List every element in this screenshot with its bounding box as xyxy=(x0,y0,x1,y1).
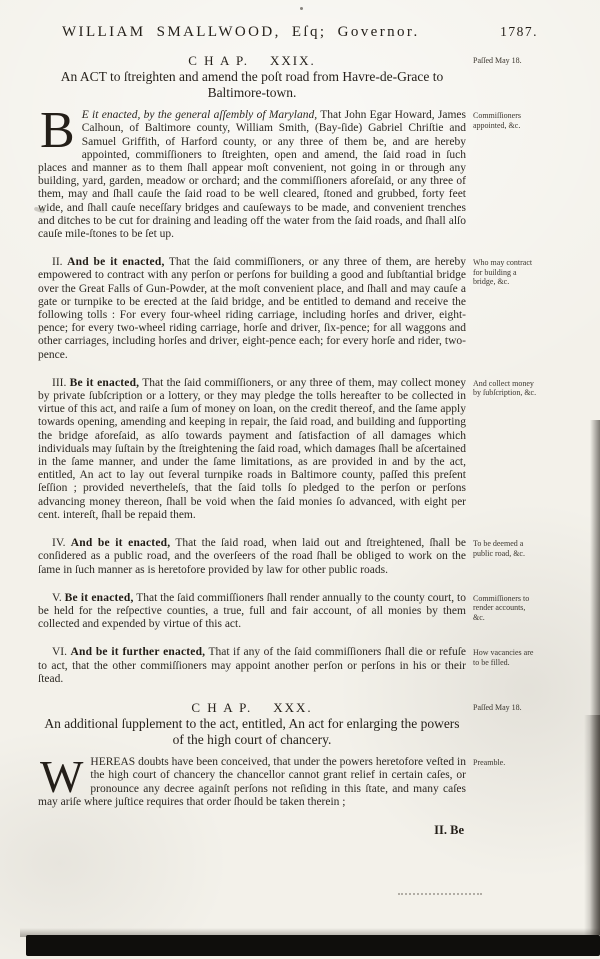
book-edge-bottom-band xyxy=(26,935,600,956)
margin-note-section-4: To be deemed a public road, &c. xyxy=(473,539,525,558)
margin-note-preamble: Preamble. xyxy=(473,758,506,768)
section-3-paragraph xyxy=(38,377,466,522)
section-3-row xyxy=(38,377,544,522)
page-edge-shadow-right-lower xyxy=(584,715,600,935)
section-3-number: III. xyxy=(52,376,70,389)
section-2-row xyxy=(38,256,544,362)
dropcap-b: B xyxy=(40,102,75,160)
section-4-text: That the ſaid road, when laid out and ſtreightened, ſhall be conſidered as a public road, and the overſeers of the road ſhall be obliged to work on the ſame in ſuch manner as is heretofore provided by law for other public roads. xyxy=(38,537,467,576)
running-title: WILLIAM SMALLWOOD, Eſq; Governor. xyxy=(62,24,420,40)
chapter-29-heading: C H A P. XXIX. xyxy=(188,53,316,68)
preamble-text: HEREAS doubts have been conceived, that under the powers heretofore veſted in the high court of chancery the chancellor cannot grant relief in certain caſes, or pronounce any decree againſt perſons not reſiding in this ſtate, and many caſes may ariſe where juſtice requires that order ſhould be taken therein ; xyxy=(38,756,466,808)
section-1-enacting-lead: E it enacted, by the general aſſembly of Maryland, xyxy=(81,109,318,122)
page-year: 1787. xyxy=(500,24,538,39)
chapter-29-title: An ACT to ſtreighten and amend the poſt road from Havre-de-Grace to Baltimore-town. xyxy=(60,69,444,100)
section-4-number: IV. xyxy=(52,537,71,550)
section-5-row xyxy=(38,592,544,632)
margin-note-passed-30: Paſſed May 18. xyxy=(473,702,522,712)
scan-smudge-dots xyxy=(398,893,482,895)
margin-note-section-6: How vacancies are to be filled. xyxy=(473,648,534,667)
section-4-row xyxy=(38,537,544,577)
section-6-enacting-phrase: And be it further enacted, xyxy=(70,646,206,659)
margin-note-section-1: Commiſſioners appointed, &c. xyxy=(473,111,521,130)
section-3-text: That the ſaid commiſſioners, or any three of them, may collect money by private ſubſcription or a lottery, or they may pledge the tolls hereafter to be collected in virtue of this act, and raiſe a ſum of money on loan, on the credit thereof, and the ſame apply towards opening, amending and keeping in repair, the ſaid road, and building and ſupporting the bridge aforeſaid, as alſo towards payment and ſatisfaction of all damages which individuals may ſuſtain by the ſtreightening the ſaid road, which damages ſhall be aſcertained in the ſame manner, and under the ſame limitations, as are provided in and by the act, entitled, An act to lay out ſeveral turnpike roads in Baltimore county, paſſed this preſent ſeſſion ; provided nevertheleſs, that the ſaid tolls ſo pledged to the perſon or perſons advancing money thereon, ſhall be void when the ſaid monies ſo advanced, with eight per cent. intereſt, ſhall be repaid them. xyxy=(38,376,466,521)
section-5-text: That the ſaid commiſſioners ſhall render annually to the county court, to be held for the reſpective counties, a true, full and fair account, of all monies by them collected and expended by virtue of this act. xyxy=(38,591,466,631)
section-4-enacting-phrase: And be it enacted, xyxy=(70,537,171,550)
chapter-30-heading: C H A P. XXX. xyxy=(191,699,313,715)
preamble-row xyxy=(38,751,544,809)
chapter-29-heading-row xyxy=(38,54,544,109)
section-3-enacting-phrase: Be it enacted, xyxy=(69,376,140,389)
section-5-number: V. xyxy=(52,591,65,604)
section-6-paragraph xyxy=(38,646,466,686)
section-6-row xyxy=(38,646,544,686)
section-2-enacting-phrase: And be it enacted, xyxy=(67,256,165,269)
catchword: II. Be xyxy=(434,822,464,837)
section-1-paragraph xyxy=(38,102,467,241)
page-header xyxy=(38,24,544,41)
preamble-paragraph xyxy=(38,751,466,809)
catchword-row xyxy=(38,824,544,837)
scan-speck xyxy=(300,7,303,10)
section-4-paragraph xyxy=(38,537,466,577)
margin-note-section-5: Commiſſioners to render accounts, &c. xyxy=(473,593,530,622)
section-2-text: That the ſaid commiſſioners, or any three of them, are hereby empowered to contract with any perſon or perſons for building a good and ſubſtantial bridge over the Great Falls of Gun-Powder, at the moſt convenient place, and ſhall and may cauſe a gate or turnpike to be erected at the ſaid bridge, and be entitled to demand and receive the following tolls : For every four-wheel riding carriage, including horſes and driver, eight-pence; for every two-wheel riding carriage, horſe and driver, ſix-pence; for all waggons and other carriages, including horſes and driver, eight-pence each; for every horſe and rider, two-pence. xyxy=(38,256,466,361)
chapter-30-heading-row xyxy=(38,701,544,756)
section-1-row xyxy=(38,102,544,241)
section-6-number: VI. xyxy=(52,646,71,659)
section-5-enacting-phrase: Be it enacted, xyxy=(64,591,134,604)
section-6-text: That if any of the ſaid commiſſioners ſhall die or refuſe to act, that the other commiſſioners may appoint another perſon or perſons in his or their ſtead. xyxy=(38,646,467,685)
section-2-paragraph xyxy=(38,256,466,362)
dropcap-w: W xyxy=(40,751,84,803)
chapter-30-title: An additional ſupplement to the act, entitled, An act for enlarging the powers of the high court of chancery. xyxy=(44,716,460,747)
margin-note-passed-29: Paſſed May 18. xyxy=(473,56,522,65)
margin-note-section-2: Who may contract for building a bridge, &c. xyxy=(473,258,533,287)
section-2-number: II. xyxy=(52,256,68,269)
section-5-paragraph xyxy=(38,592,466,632)
margin-note-section-3: And collect money by ſubſcription, &c. xyxy=(473,378,537,398)
page-content xyxy=(38,24,544,837)
section-1-text: That John Egar Howard, James Calhoun, of Baltimore county, William Smith, (Bay-ſide) Gabriel Chriſtie and Samuel Griffith, of Harford county, or any three of them be, and are hereby appointed, commiſſioners to ſtreighten, open and amend, the ſaid road in ſuch places and manner as to them ſhall appear moſt convenient, not going in or through any building, yard, garden, meadow or orchard; and the commiſſioners aforeſaid, or any three of them, may and ſhall cauſe the ſaid road to be well cleared, ſtoned and grubbed, forty feet wide, and ſhall cauſe neceſſary bridges and cauſeways to be made, and convenient trenches and ditches to be cut for draining and leading off the water from the ſaid roads, and ſhall alſo cauſe mile-ſtones to be ſet up. xyxy=(38,109,467,241)
